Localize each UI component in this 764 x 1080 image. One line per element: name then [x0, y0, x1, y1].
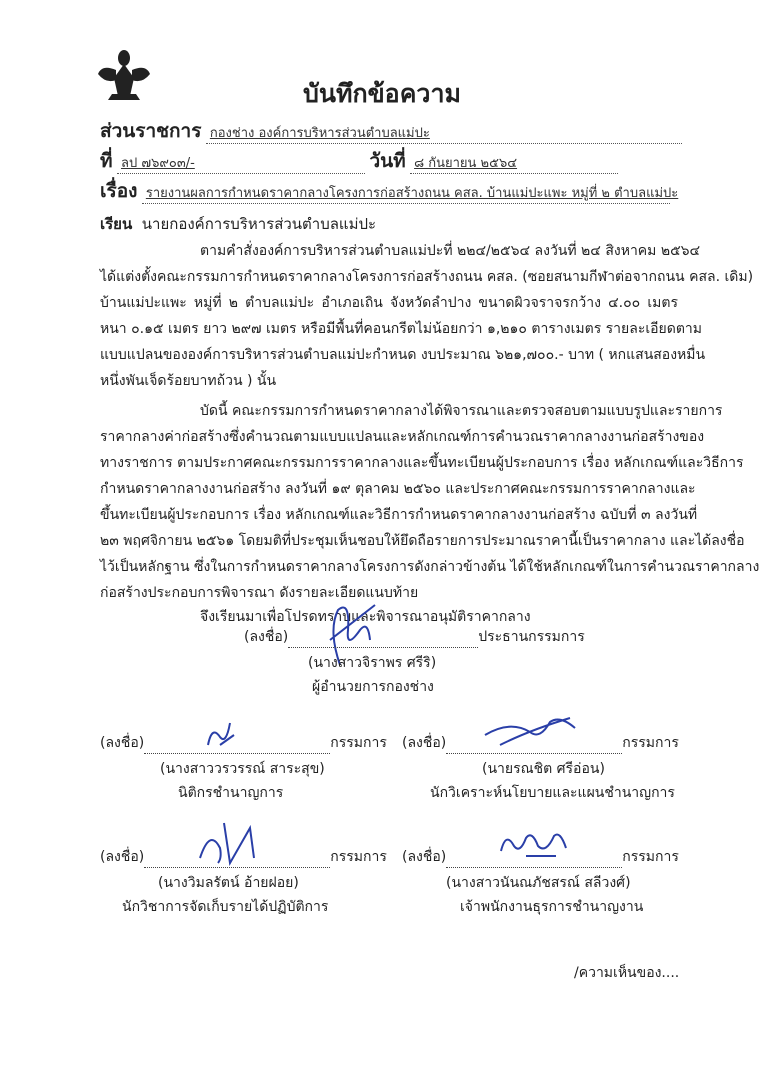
- chair-role: ประธานกรรมการ: [478, 629, 585, 645]
- body-line: ก่อสร้างประกอบการพิจารณา ดังรายละเอียดแนบท้าย: [100, 585, 419, 601]
- subject-row: [100, 176, 679, 206]
- department-row: [100, 116, 682, 146]
- date-value: ๘ กันยายน ๒๕๖๔: [410, 152, 618, 174]
- body-line: บ้านแม่ปะแพะ หมู่ที่ ๒ ตำบลแม่ปะ อำเภอเถิน จังหวัดลำปาง ขนาดผิวจราจรกว้าง ๔.๐๐ เมตร: [100, 295, 678, 311]
- body-line: ๒๓ พฤศจิกายน ๒๕๖๑ โดยมติที่ประชุมเห็นชอบให้ยึดถือรายการประมาณราคานี้เป็นราคากลาง และได้ลงชื่อ: [100, 533, 745, 549]
- subject-value: รายงานผลการกำหนดราคากลางโครงการก่อสร้างถนน คสล. บ้านแม่ปะแพะ หมู่ที่ ๒ ตำบลแม่ปะ: [142, 182, 670, 204]
- signature-line-member-3: (ลงชื่อ) กรรมการ: [100, 846, 387, 868]
- member-2-name: (นายรณชิต ศรีอ่อน): [482, 761, 605, 777]
- member-3-name: (นางวิมลรัตน์ อ้ายฝอย): [158, 875, 299, 891]
- body-line: ขึ้นทะเบียนผู้ประกอบการ เรื่อง หลักเกณฑ์และวิธีการกำหนดราคากลางงานก่อสร้าง ฉบับที่ ๓ ลงวันที่: [100, 507, 698, 523]
- body-line: ราคากลางค่าก่อสร้างซึ่งคำนวณตามแบบแปลนและหลักเกณฑ์การคำนวณราคากลางงานก่อสร้างของ: [100, 429, 705, 445]
- member-3-position: นักวิชาการจัดเก็บรายได้ปฏิบัติการ: [122, 899, 329, 915]
- body-line: ทางราชการ ตามประกาศคณะกรรมการราคากลางและขึ้นทะเบียนผู้ประกอบการ เรื่อง หลักเกณฑ์และวิธีการ: [100, 455, 744, 471]
- subject-label: เรื่อง: [100, 180, 138, 202]
- department-label: ส่วนราชการ: [100, 120, 202, 142]
- chair-position: ผู้อำนวยการกองช่าง: [312, 679, 434, 695]
- body-line: หนา ๐.๑๕ เมตร ยาว ๒๙๗ เมตร หรือมีพื้นที่คอนกรีตไม่น้อยกว่า ๑,๒๑๐ ตารางเมตร รายละเอียดตาม: [100, 321, 703, 337]
- reference-label: ที่: [100, 150, 113, 172]
- body-line: บัดนี้ คณะกรรมการกำหนดราคากลางได้พิจารณาและตรวจสอบตามแบบรูปและรายการ: [200, 403, 723, 419]
- body-line: ไว้เป็นหลักฐาน ซึ่งในการกำหนดราคากลางโครงการดังกล่าวข้างต้น ได้ใช้หลักเกณฑ์ในการคำนวณราคากลาง: [100, 559, 760, 575]
- body-line: กำหนดราคากลางงานก่อสร้าง ลงวันที่ ๑๙ ตุลาคม ๒๕๖๐ และประกาศคณะกรรมการราคากลางและ: [100, 481, 696, 497]
- chair-name: (นางสาวจิราพร ศรีริ): [308, 655, 437, 671]
- body-line: ได้แต่งตั้งคณะกรรมการกำหนดราคากลางโครงการก่อสร้างถนน คสล. (ซอยสนามกีฬาต่อจากถนน คสล. เดิม): [100, 269, 754, 285]
- recipient-label: เรียน: [100, 215, 133, 233]
- reference-row: [100, 146, 618, 176]
- member-1-position: นิติกรชำนาญการ: [178, 785, 284, 801]
- member-2-position: นักวิเคราะห์นโยบายและแผนชำนาญการ: [430, 785, 675, 801]
- department-value: กองช่าง องค์การบริหารส่วนตำบลแม่ปะ: [206, 122, 682, 144]
- date-label: วันที่: [369, 150, 406, 172]
- signature-line-member-4: (ลงชื่อ) กรรมการ: [402, 846, 679, 868]
- reference-value: ลป ๗๖๙๐๓/-: [117, 152, 365, 174]
- body-line: ตามคำสั่งองค์การบริหารส่วนตำบลแม่ปะที่ ๒๒๔/๒๕๖๔ ลงวันที่ ๒๔ สิงหาคม ๒๕๖๔: [200, 243, 701, 259]
- signature-line-chair: (ลงชื่อ) ประธานกรรมการ: [244, 626, 585, 648]
- body-line: แบบแปลนขององค์การบริหารส่วนตำบลแม่ปะกำหนด งบประมาณ ๖๒๑,๗๐๐.- บาท ( หกแสนสองหมื่น: [100, 347, 706, 363]
- member-4-name: (นางสาวนันณภัชสรณ์ สลีวงศ์): [446, 875, 631, 891]
- signature-line-member-1: (ลงชื่อ) กรรมการ: [100, 732, 387, 754]
- signature-line-member-2: (ลงชื่อ) กรรมการ: [402, 732, 679, 754]
- member-1-name: (นางสาววรวรรณ์ สาระสุข): [160, 761, 325, 777]
- recipient-row: [100, 212, 376, 236]
- body-line: หนึ่งพันเจ็ดร้อยบาทถ้วน ) นั้น: [100, 373, 277, 389]
- continued-note: /ความเห็นของ....: [574, 965, 680, 981]
- member-4-position: เจ้าพนักงานธุรการชำนาญงาน: [460, 899, 644, 915]
- page-title: บันทึกข้อความ: [303, 79, 461, 108]
- recipient-value: นายกองค์การบริหารส่วนตำบลแม่ปะ: [141, 215, 377, 233]
- closing-line: จึงเรียนมาเพื่อโปรดทราบและพิจารณาอนุมัติราคากลาง: [200, 609, 531, 625]
